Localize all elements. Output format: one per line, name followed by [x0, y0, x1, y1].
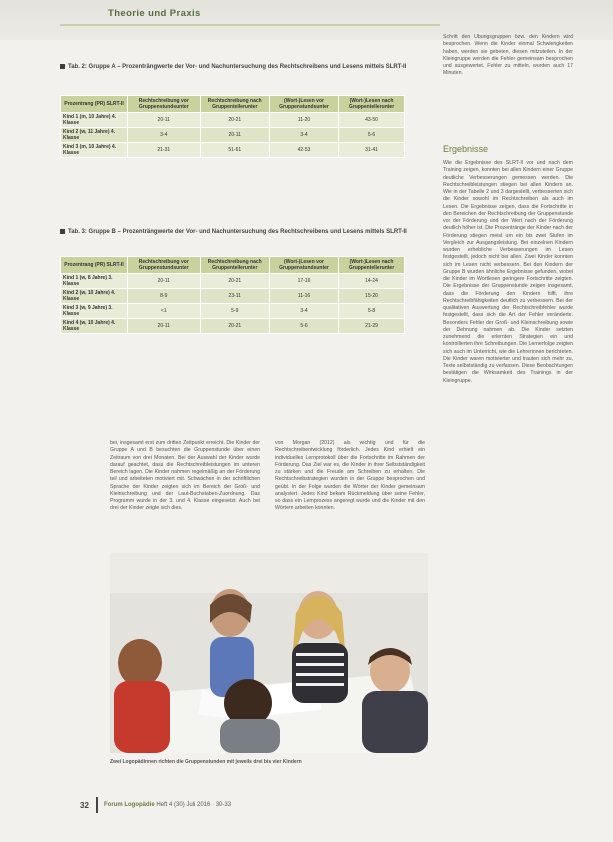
table-cell: Kind 2 (w, 10 Jahre) 4. Klasse — [61, 289, 128, 304]
photo-illustration — [110, 553, 428, 753]
table-1-header: (Wort-)Lesen vor Gruppenstundsunter — [269, 96, 338, 113]
table-1-caption — [60, 63, 410, 71]
photo-group-session — [110, 553, 428, 753]
table-row — [61, 304, 405, 319]
table-2-header: (Wort-)Lesen nach Gruppentellerunter — [339, 257, 405, 274]
table-cell: 11-20 — [269, 113, 338, 128]
table-cell: 17-16 — [269, 274, 338, 289]
table-cell: 20-11 — [128, 274, 201, 289]
table-2-header: Rechtschreibung vor Gruppenstundsunter — [128, 257, 201, 274]
table-1-title: Tab. 2: Gruppe A – Prozenträngwerte der Vor- und Nachuntersuchung des Rechtschreibens und Lesens mittels SLRT-II — [68, 64, 407, 70]
table-row — [61, 128, 405, 143]
table-row — [61, 319, 405, 334]
table-cell: Kind 3 (m, 10 Jahre) 4. Klasse — [61, 143, 128, 158]
table-cell: 20-21 — [200, 113, 269, 128]
table-cell: 42-53 — [269, 143, 338, 158]
footer-citation — [104, 802, 231, 808]
table-row — [61, 113, 405, 128]
table-cell: 11-16 — [269, 289, 338, 304]
table-cell: Kind 2 (w, 11 Jahre) 4. Klasse — [61, 128, 128, 143]
table-cell: 20-11 — [128, 319, 201, 334]
table-cell: 51-61 — [200, 143, 269, 158]
table-cell: 20-11 — [128, 113, 201, 128]
table-cell: 5-6 — [339, 128, 405, 143]
square-bullet-icon — [60, 229, 65, 234]
table-cell: 43-50 — [339, 113, 405, 128]
table-cell: Kind 1 (m, 10 Jahre) 4. Klasse — [61, 113, 128, 128]
table-cell: 20-21 — [200, 319, 269, 334]
table-cell: 21-29 — [339, 319, 405, 334]
table-2-title: Tab. 3: Gruppe B – Prozenträngwerte der Vor- und Nachuntersuchung des Rechtschreibens und Lesens mittels SLRT-II — [68, 229, 407, 235]
table-cell: Kind 3 (w, 9 Jahre) 3. Klasse — [61, 304, 128, 319]
table-1-header: Rechtschreibung nach Gruppentellerunter — [200, 96, 269, 113]
table-cell: <1 — [128, 304, 201, 319]
issue-info: Heft 4 (30) Juli 2016 · 30-33 — [156, 802, 232, 808]
table-cell: 3-4 — [269, 128, 338, 143]
table-cell: 3-4 — [128, 128, 201, 143]
table-2 — [60, 256, 405, 334]
table-2-caption — [60, 228, 410, 236]
right-column-intro: Schritt den Übungsgruppen bzw. den Kindern wird besprochen. Wenn die Kinder einmal Schwierigkeiten haben, werden sie gebeten, diesen mitzuteilen. In der Kleingruppe werden die Fehler gemeinsam besprochen und ausgewertet. Fehler zu mitteln, wurden auch 17 Minuten. — [443, 34, 573, 77]
table-1-header: (Wort-)Lesen nach Gruppentellerunter — [339, 96, 405, 113]
table-cell: 5-6 — [269, 319, 338, 334]
table-cell: 14-24 — [339, 274, 405, 289]
table-cell: 31-41 — [339, 143, 405, 158]
table-1-header: Rechtschreibung vor Gruppenstundsunter — [128, 96, 201, 113]
table-2-header: (Wort-)Lesen vor Gruppenstundsunter — [269, 257, 338, 274]
section-heading-results: Ergebnisse — [443, 144, 489, 154]
table-1 — [60, 95, 405, 158]
footer-divider — [96, 797, 98, 813]
table-cell: Kind 1 (w, 8 Jahre) 3. Klasse — [61, 274, 128, 289]
body-column-middle: von Morgan (2012) als wichtig und für die Rechtschreibentwicklung förderlich. Jedes Kind erhielt ein individuelles Lernprotokoll über die Fortschritte im Rahmen der Förderung. Das Ziel war es, die Kinder in ihrer Selbstständigkeit zu stärken und die Freude am Schreiben zu erhalten. Die Rechtschreibstrategien wurden in der Gruppe besprochen und geübt. In der Folge wurden die Wörter der Kinder gemeinsam analysiert. Jedes Kind bekam Rückmeldung über seine Fehler, so dass ein Lernprozess angeregt wurde und die Kinder mit den Wörtern arbeiten konnten. — [275, 440, 425, 512]
table-cell: 15-20 — [339, 289, 405, 304]
photo-caption: Zwei Logopädinnen richten die Gruppenstunden mit jeweils drei bis vier Kindern — [110, 759, 302, 765]
table-cell: 23-11 — [200, 289, 269, 304]
section-header-title: Theorie und Praxis — [108, 8, 201, 19]
table-row — [61, 143, 405, 158]
table-cell: 3-4 — [269, 304, 338, 319]
table-row — [61, 274, 405, 289]
table-cell: Kind 4 (w, 10 Jahre) 4. Klasse — [61, 319, 128, 334]
header-rule — [60, 24, 440, 26]
page-number: 32 — [80, 801, 89, 810]
square-bullet-icon — [60, 64, 65, 69]
table-cell: 20-21 — [200, 274, 269, 289]
table-cell: 5-8 — [339, 304, 405, 319]
table-2-header: Prozentrang (PR) SLRT-II — [61, 257, 128, 274]
journal-name: Forum Logopädie — [104, 802, 155, 808]
table-cell: 8-9 — [128, 289, 201, 304]
table-cell: 5-9 — [200, 304, 269, 319]
table-cell: 20-11 — [200, 128, 269, 143]
body-column-left: bei, insgesamt erst zum dritten Zeitpunkt erreicht. Die Kinder der Gruppe A und B besuchten die Gruppenstunde über einen Zeitraum von drei Monaten. Bei der Auswahl der Kinder wurde darauf geachtet, dass die Rechtschreibleistungen im unteren Bereich lagen. Die Kinder nahmen regelmäßig an der Förderung teil und arbeiteten motiviert mit. Schwächen in der schriftlichen Sprache der Kinder zeigten sich im Bereich der Groß- und Kleinschreibung und der Laut-Buchstaben-Zuordnung. Das Programm wurde in der 3. und 4. Klasse eingesetzt. Auch bei drei der Kinder zeigte sich dies. — [110, 440, 260, 512]
table-cell: 21-31 — [128, 143, 201, 158]
right-column-body: Wie die Ergebnisse des SLRT-II vor und nach dem Training zeigen, konnten bei allen Kindern einer Gruppe deutliche Verbesserungen gemessen werden. Die Rechtschreibleistungen stiegen bei allen Kindern an. Wie in der Tabelle 2 und 3 dargestellt, verbesserten sich die Kinder sowohl im Rechtschreiben als auch im Lesen. Die Ergebnisse zeigen, dass die Fortschritte in den Bereichen der Rechtschreibung der Gruppenstunde vor der Förderung und der Wert nach der Förderung deutlich höher ist. Die Prozentränge der Kinder nach der Förderung stiegen meist um ein bis zwei Stufen im Vergleich zur Ausgangsleistung. Bei einzelnen Kindern wurden erhebliche Verbesserungen im Lesen festgestellt, jedoch nicht bei allen. Zwei Kinder konnten sich im Lesen nicht verbessern. Bei den Kindern der Gruppe B wurden ähnliche Ergebnisse gefunden, wobei die Kinder im Wortlesen geringere Fortschritte zeigten. Die Ergebnisse der Gruppenstunde zeigen insgesamt, dass die Förderung den Kindern hilft, ihre Rechtschreibfähigkeiten deutlich zu verbessern. Bei der qualitativen Auswertung der Rechtschreibfehler wurde festgestellt, dass sich die Art der Fehler veränderte. Besonders Fehler der Groß- und Kleinschreibung sowie der Dehnung nahmen ab. Die Kinder setzten zunehmend die erlernten Strategien ein und kontrollierten ihre Schreibungen. Die Lernerfolge zeigten sich auch im Unterricht, wie die Lehrerinnen berichteten. Die Kinder waren motivierter und trauten sich mehr zu, Texte selbstständig zu verfassen. Diese Beobachtungen bestätigen die Wirksamkeit des Trainings in der Kleingruppe. — [443, 160, 573, 384]
table-2-header: Rechtschreibung nach Gruppentellerunter — [200, 257, 269, 274]
table-1-header: Prozentrang (PR) SLRT-II — [61, 96, 128, 113]
table-row — [61, 289, 405, 304]
